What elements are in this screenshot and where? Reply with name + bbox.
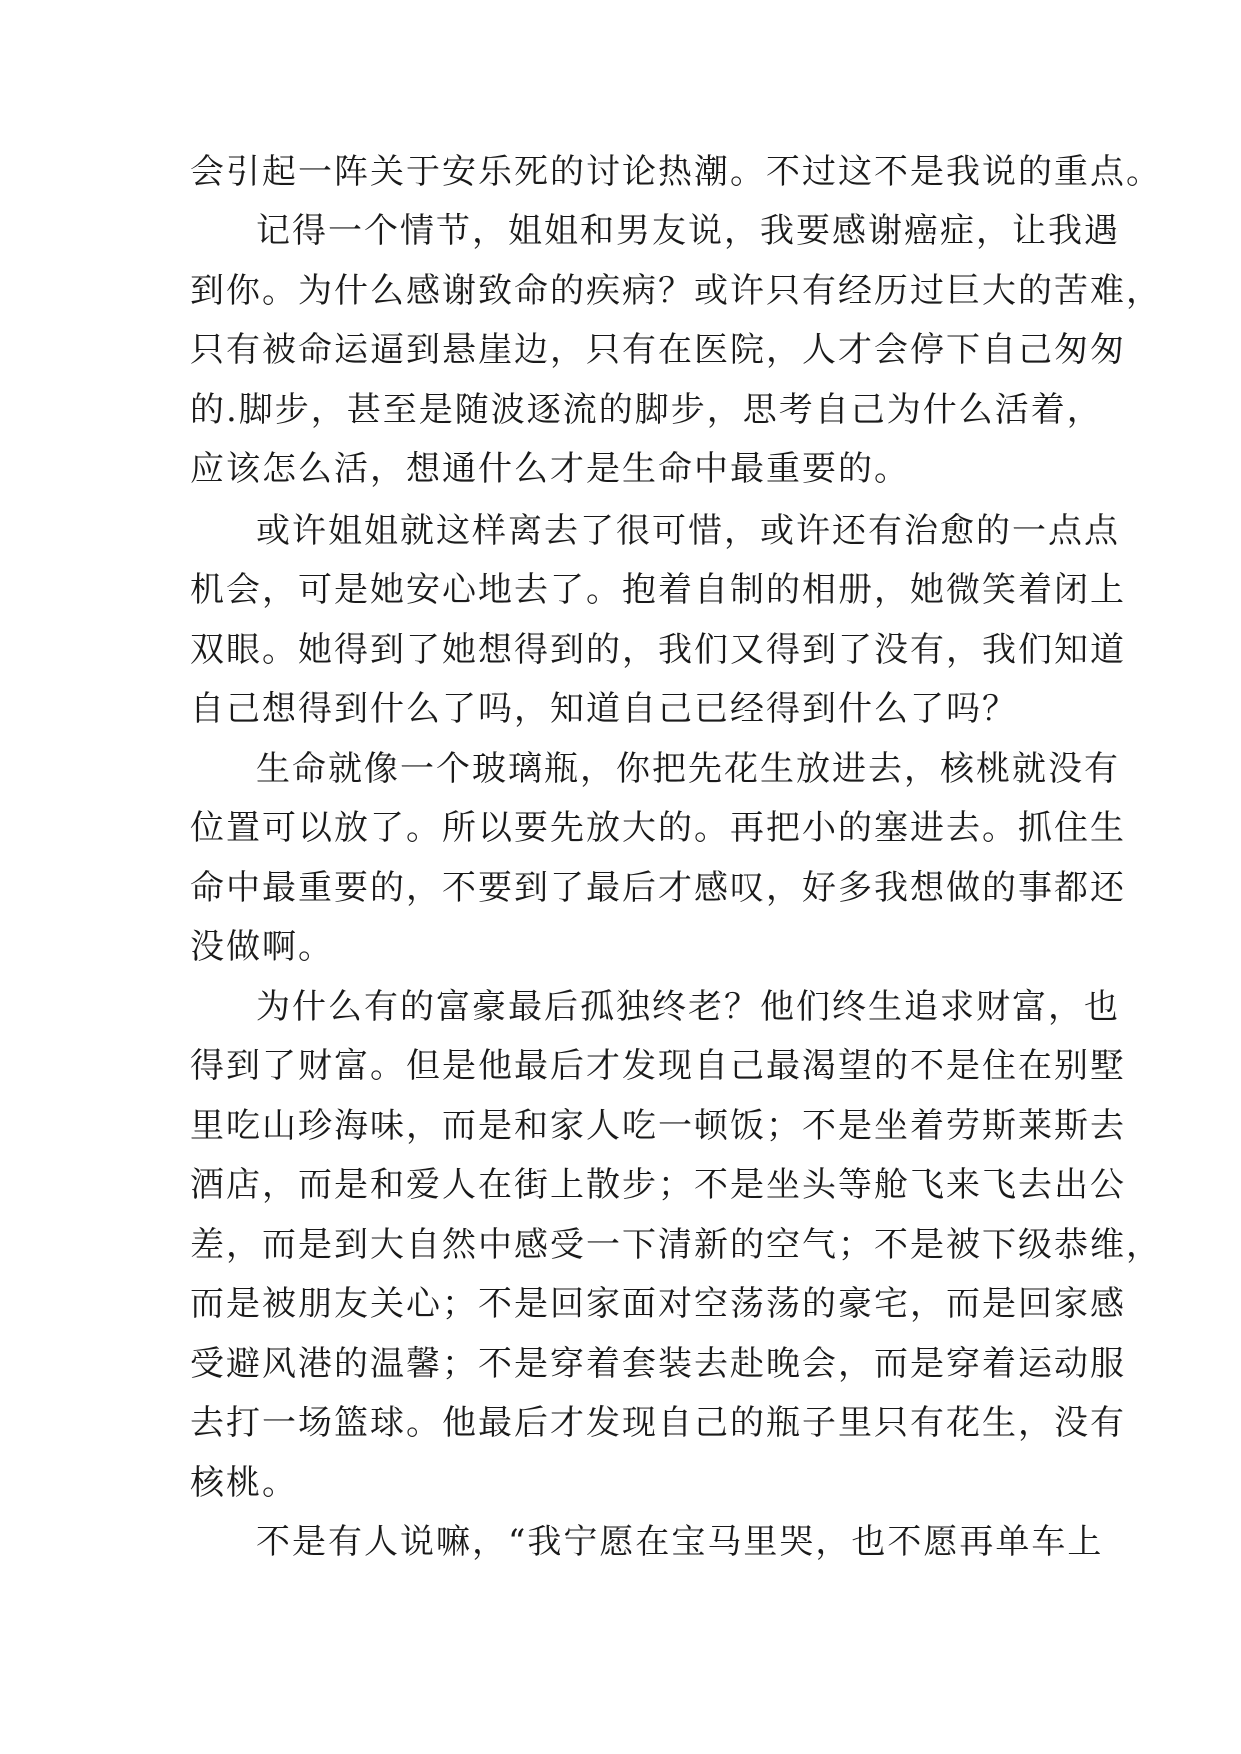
text-line-12: 位置可以放了。所以要先放大的。再把小的塞进去。抓住生 [190,808,1126,848]
text-line-24: 不是有人说嘛，“我宁愿在宝马里哭，也不愿再单车上 [256,1522,1104,1562]
text-line-5: 的.脚步，甚至是随波逐流的脚步，思考自己为什么活着， [190,390,1103,430]
text-line-16: 得到了财富。但是他最后才发现自己最渴望的不是住在别墅 [190,1046,1126,1086]
text-line-14: 没做啊。 [190,927,334,967]
text-line-19: 差，而是到大自然中感受一下清新的空气；不是被下级恭维， [190,1225,1162,1265]
text-line-8: 机会，可是她安心地去了。抱着自制的相册，她微笑着闭上 [190,570,1126,610]
text-line-21: 受避风港的温馨；不是穿着套装去赴晚会，而是穿着运动服 [190,1344,1126,1384]
text-line-1: 会引起一阵关于安乐死的讨论热潮。不过这不是我说的重点。 [190,152,1162,192]
text-line-6: 应该怎么活，想通什么才是生命中最重要的。 [190,449,910,489]
text-line-18: 酒店，而是和爱人在街上散步；不是坐头等舱飞来飞去出公 [190,1165,1126,1205]
text-line-22: 去打一场篮球。他最后才发现自己的瓶子里只有花生，没有 [190,1403,1126,1443]
text-line-2: 记得一个情节，姐姐和男友说，我要感谢癌症，让我遇 [256,211,1120,251]
text-line-23: 核桃。 [190,1463,298,1503]
text-line-3: 到你。为什么感谢致命的疾病？或许只有经历过巨大的苦难， [190,271,1162,311]
text-line-17: 里吃山珍海味，而是和家人吃一顿饭；不是坐着劳斯莱斯去 [190,1106,1126,1146]
text-line-9: 双眼。她得到了她想得到的，我们又得到了没有，我们知道 [190,630,1126,670]
text-line-20: 而是被朋友关心；不是回家面对空荡荡的豪宅，而是回家感 [190,1284,1126,1324]
text-line-15: 为什么有的富豪最后孤独终老？他们终生追求财富，也 [256,987,1120,1027]
text-line-10: 自己想得到什么了吗，知道自己已经得到什么了吗？ [190,689,1018,729]
text-line-13: 命中最重要的，不要到了最后才感叹，好多我想做的事都还 [190,868,1126,908]
text-line-4: 只有被命运逼到悬崖边，只有在医院，人才会停下自己匆匆 [190,330,1126,370]
text-line-11: 生命就像一个玻璃瓶，你把先花生放进去，核桃就没有 [256,749,1120,789]
text-line-7: 或许姐姐就这样离去了很可惜，或许还有治愈的一点点 [256,511,1120,551]
